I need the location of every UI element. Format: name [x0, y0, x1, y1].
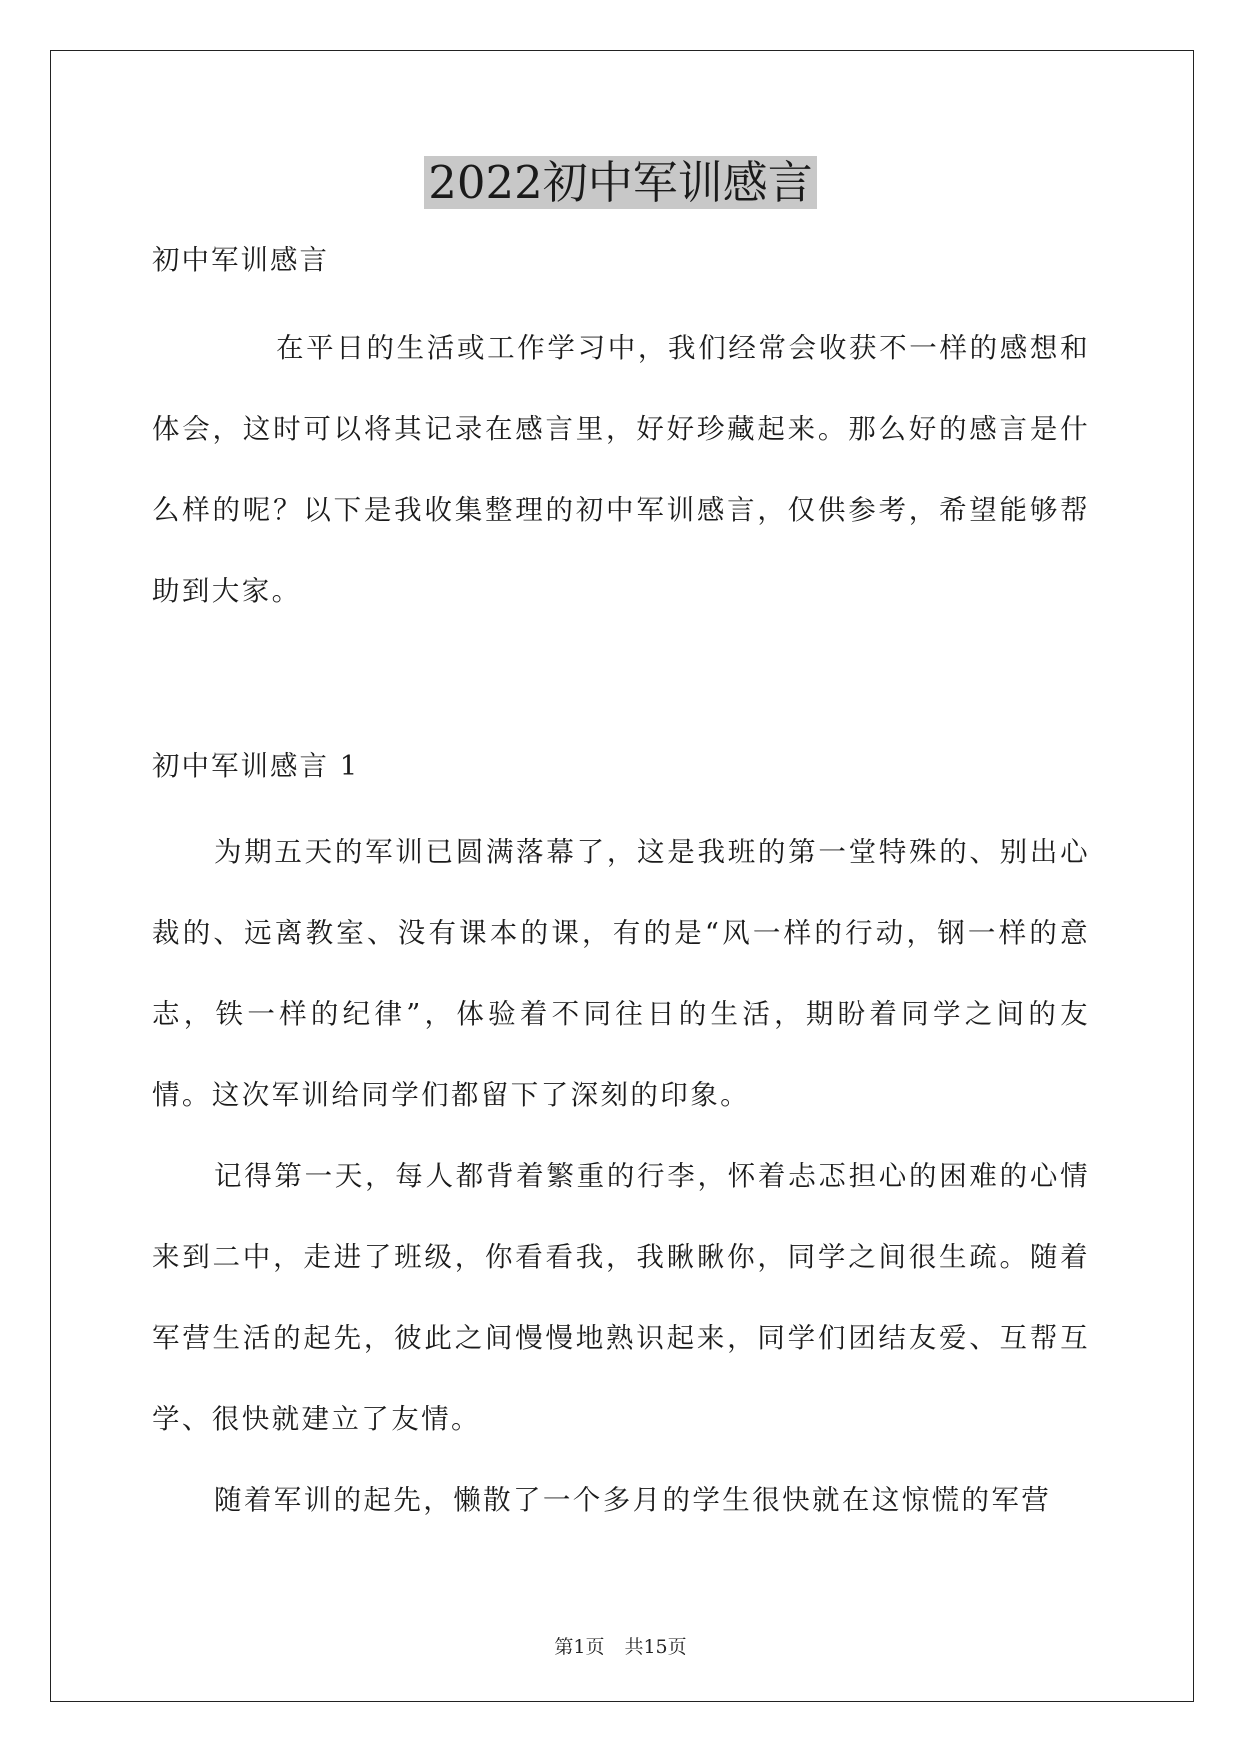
body-paragraph-1: 为期五天的军训已圆满落幕了，这是我班的第一堂特殊的、别出心裁的、远离教室、没有课本的课，有的是“风一样的行动，钢一样的意志，铁一样的纪律”，体验着不同往日的生活，期盼着同学之间的友情。这次军训给同学们都留下了深刻的印象。 [152, 836, 1090, 1111]
page-number: 第1页 [554, 1636, 605, 1658]
page-footer [0, 1632, 1241, 1659]
intro-paragraph: 在平日的生活或工作学习中，我们经常会收获不一样的感想和体会，这时可以将其记录在感言里，好好珍藏起来。那么好的感言是什么样的呢？以下是我收集整理的初中军训感言，仅供参考，希望能够帮助到大家。 [152, 332, 1090, 607]
title-highlight: 2022初中军训感言 [424, 156, 817, 209]
section-heading: 初中军训感言 1 [152, 750, 360, 782]
document-body [152, 230, 1090, 1541]
document-title [0, 153, 1241, 213]
page-total: 共15页 [624, 1636, 687, 1658]
subtitle: 初中军训感言 [152, 244, 329, 276]
body-paragraph-3: 随着军训的起先，懒散了一个多月的学生很快就在这惊慌的军营 [214, 1484, 1052, 1516]
body-paragraph-2: 记得第一天，每人都背着繁重的行李，怀着忐忑担心的困难的心情来到二中，走进了班级，你看看我，我瞅瞅你，同学之间很生疏。随着军营生活的起先，彼此之间慢慢地熟识起来，同学们团结友爱、互帮互学、很快就建立了友情。 [152, 1160, 1090, 1435]
